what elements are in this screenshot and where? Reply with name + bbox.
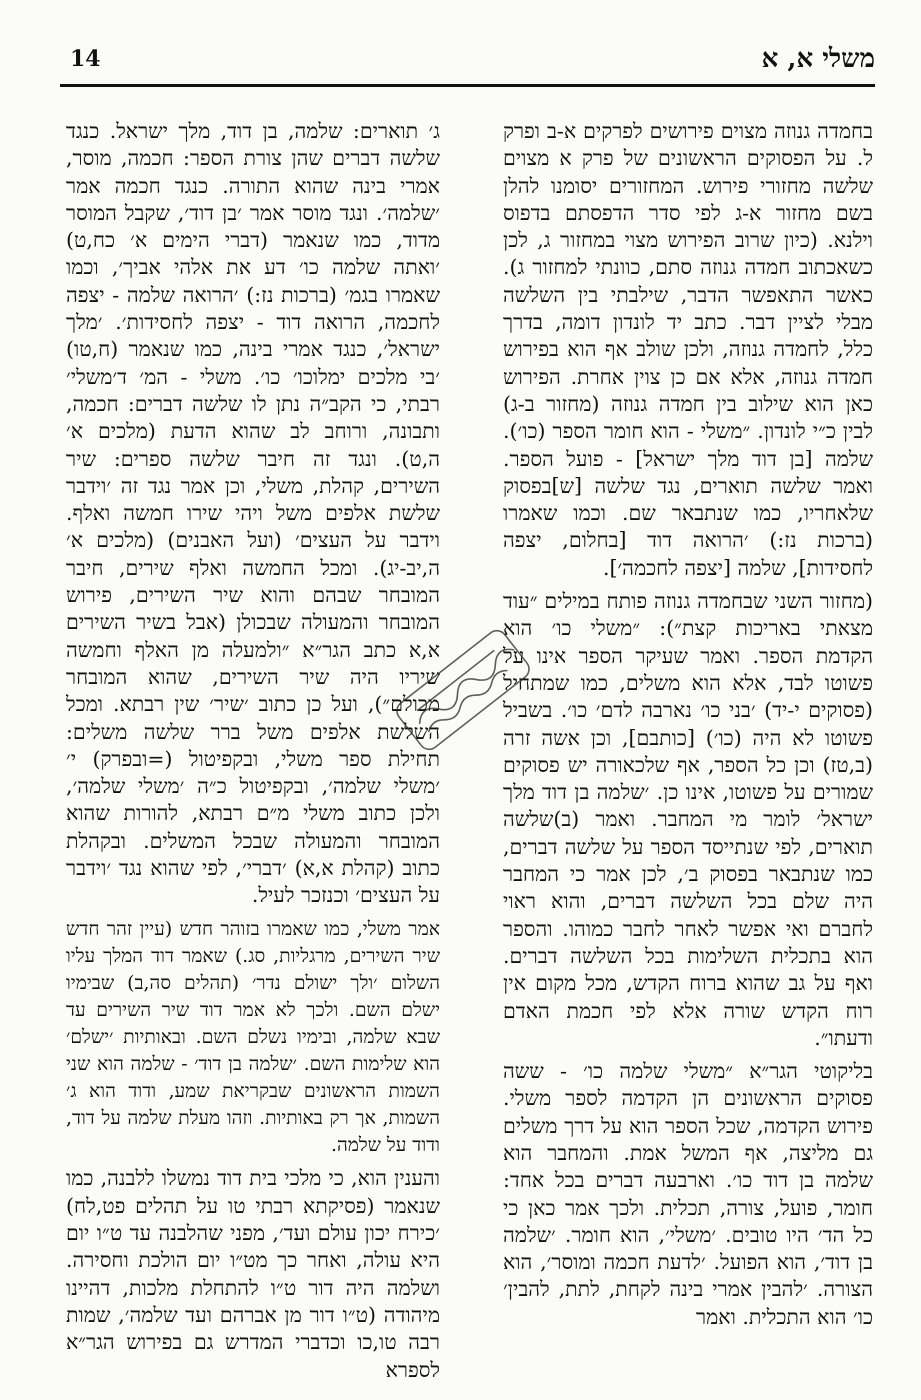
library-stamp bbox=[388, 620, 538, 760]
paragraph: והענין הוא, כי מלכי בית דוד נמשלו ללבנה, כמו שנאמר (פסיקתא רבתי טו על תהלים פט,לח) ׳כירח יכון עולם ועד׳, מפני שהלבנה עד ט״ו יום היא עולה, ואחר כך מט״ו יום הולכת וחסירה. ושלמה היה דור ט״ו להתחלת מלכות, דהיינו מיהודה (ט״ו דור מן אברהם ועד שלמה׳, שמות רבה טו,כו וכדברי המדרש גם בפירוש הגר״א לספרא bbox=[66, 1166, 440, 1382]
paragraph: (מחזור השני שבחמדה גנוזה פותח במילים ״עוד מצאתי באריכות קצת״): ״משלי כו׳ הוא הקדמת הספר. ואמר שעיקר הספר אינו על פשוטו לבד, אלא הוא משלים, כמו שמתחיל (פסוקים י-יד) ׳בני כו׳ נארבה לדם׳ כו׳. בשביל פשוטו לא היה (כו׳) [כותבם], וכן אשה זרה (ב,טז) וכן כל הספר, אף שלכאורה יש פסוקים שמורים על פשוטו, אינו כן. ׳שלמה בן דוד מלך ישראל׳ לומר מי המחבר. ואמר (ב)שלשה תוארים, לפי שנתייסד הספר על שלשה דברים, כמו שנתבאר בפסוק ב׳, לכן אמר כי המחבר היה שלם בכל השלשה דברים, והוא ראוי לחברם ואי אפשר לאחר לחבר כמוהו. והספר הוא בתכלית השלימות בכל השלשה דברים. ואף על גב שהוא ברוח הקדש, מכל מקום אין רוח הקדש שורה אלא לפי חכמת האדם ודעתו״. bbox=[503, 589, 873, 1050]
right-column bbox=[503, 118, 873, 1388]
running-head: משלי א, א bbox=[761, 44, 875, 74]
paragraph: בליקוטי הגר״א ״משלי שלמה כו׳ - ששה פסוקים הראשונים הן הקדמה לספר משלי. פירוש הקדמה, שכל הספר הוא על דרך משלים גם מליצה, אף המשל אמת. והמחבר הוא שלמה בן דוד כו׳. וארבעה דברים בכל אחד: חומר, פועל, צורה, תכלית. ולכך אמר כאן כי כל הד׳ היו טובים. ׳משלי׳, הוא חומר. ׳שלמה בן דוד׳, הוא הפועל. ׳לדעת חכמה ומוסר׳, הוא הצורה. ׳להבין אמרי בינה לקחת, לתת, להבין׳ כו׳ הוא התכלית. ואמר bbox=[503, 1059, 873, 1329]
paragraph: בחמדה גנוזה מצוים פירושים לפרקים א-ב ופרק ל. על הפסוקים הראשונים של פרק א מצוים שלשה מחזורי פירוש. המחזורים יסומנו להלן בשם מחזור א-ג לפי סדר הדפסתם בדפוס וילנא. (כיון שרוב הפירוש מצוי במחזור ג, לכן כשאכתוב חמדה גנוזה סתם, כוונתי למחזור ג). כאשר התאפשר הדבר, שילבתי בין השלשה מבלי לציין דבר. כתב יד לונדון דומה, בדרך כלל, לחמדה גנוזה, ולכן שולב אף הוא בפירוש חמדה גנוזה, אלא אם כן צוין אחרת. הפירוש כאן הוא שילוב בין חמדה גנוזה (מחזור ב-ג) לבין כ״י לונדון. ״משלי - הוא חומר הספר (כו׳). שלמה [בן דוד מלך ישראל] - פועל הספר. ואמר שלשה תוארים, נגד שלשה [ש]בפסוק שלאחריו, כמו שנתבאר שם. וכמו שאמרו (ברכות נז:) ׳הרואה דוד [בחלום, יצפה לחסידות], שלמה [יצפה לחכמה׳]. bbox=[503, 119, 873, 580]
stamp-graphic bbox=[388, 620, 538, 760]
paragraph: ג׳ תוארים: שלמה, בן דוד, מלך ישראל. כנגד שלשה דברים שהן צורת הספר: חכמה, מוסר, אמרי בינה שהוא התורה. כנגד חכמה אמר ׳שלמה׳. ונגד מוסר אמר ׳בן דוד׳, שקבל המוסר מדוד, כמו שנאמר (דברי הימים א׳ כח,ט) ׳ואתה שלמה כו׳ דע את אלהי אביך׳, וכמו שאמרו בגמ׳ (ברכות נז:) ׳הרואה שלמה - יצפה לחכמה, הרואה דוד - יצפה לחסידות׳. ׳מלך ישראל׳, כנגד אמרי בינה, כמו שנאמר (ח,טו) ׳בי מלכים ימלוכו׳ כו׳. משלי - המ׳ ד׳משלי׳ רבתי, כי הקב״ה נתן לו שלשה דברים: חכמה, ותבונה, ורוחב לב שהוא הדעת (מלכים א׳ ה,ט). ונגד זה חיבר שלשה ספרים: שיר השירים, קהלת, משלי, וכן אמר נגד זה ׳וידבר שלשת אלפים משל ויהי שירו חמשה ואלף. וידבר על העצים׳ (ועל האבנים) (מלכים א׳ ה,יב-יג). ומכל החמשה ואלף שירים, חיבר המובחר שבהם והוא שיר השירים, פירוש המובחר והמעולה שבכולן (אבל בשיר השירים א,א כתב הגר״א ״ולמעלה מן האלף וחמשה שיריו היה שיר השירים, שהוא המובחר מכולם״), ועל כן כתוב ׳שיר׳ שין רבתא. ומכל השלשת אלפים משל ברר שלשה משלים: תחילת ספר משלי, ובקפיטול (=ובפרק) י׳ ׳משלי שלמה׳, ובקפיטול כ״ה ׳משלי שלמה׳, ולכן כתוב משלי מ״ם רבתא, להורות שהוא המובחר והמעולה שבכל המשלים. ובקהלת כתוב (קהלת א,א) ׳דברי׳, לפי שהוא נגד ׳וידבר על העצים׳ וכנזכר לעיל. bbox=[66, 119, 440, 908]
page-number: 14 bbox=[70, 46, 101, 72]
page-header bbox=[60, 40, 875, 82]
header-rule bbox=[60, 84, 875, 87]
paragraph: אמר משלי, כמו שאמרו בזוהר חדש (עיין זהר חדש שיר השירים, מרגליות, סג.) שאמר דוד המלך עליו השלום ׳ולך ישולם נדר׳ (תהלים סה,ב) שבימיו ישלם השם. ולכך לא אמר דוד שיר השירים עד שבא שלמה, ובימיו נשלם השם. ובאותיות ׳ישלם׳ הוא שלימות השם. ׳שלמה בן דוד׳ - שלמה הוא שני השמות הראשונים שבקריאת שמע, ודוד הוא ג׳ השמות, אך רק באותיות. וזהו מעלת שלמה על דוד, ודוד על שלמה. bbox=[66, 918, 440, 1157]
left-column bbox=[66, 118, 440, 1388]
